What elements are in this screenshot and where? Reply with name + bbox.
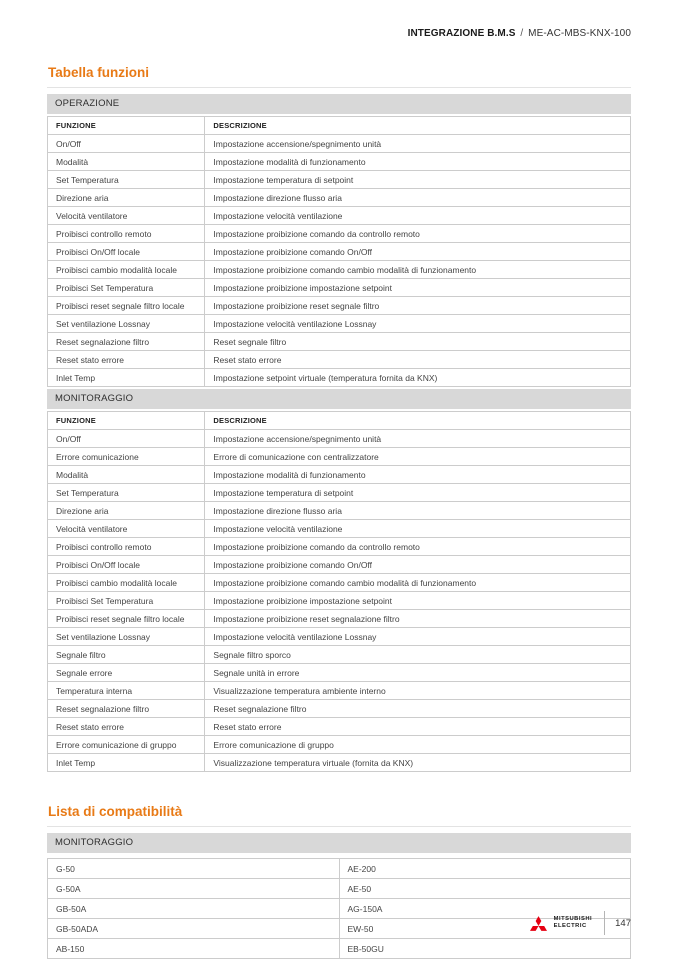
descrizione-cell: Impostazione proibizione reset segnale filtro <box>205 297 631 315</box>
mitsubishi-logo-icon <box>530 916 547 931</box>
descrizione-cell: Impostazione direzione flusso aria <box>205 189 631 207</box>
table-row <box>48 171 631 189</box>
descrizione-cell: Impostazione modalità di funzionamento <box>205 153 631 171</box>
table-row <box>48 939 631 959</box>
table-row <box>48 466 631 484</box>
table-row <box>48 628 631 646</box>
table-row <box>48 700 631 718</box>
descrizione-cell: Visualizzazione temperatura ambiente interno <box>205 682 631 700</box>
funzione-cell: Segnale errore <box>48 664 205 682</box>
descrizione-cell: Impostazione temperatura di setpoint <box>205 171 631 189</box>
functions-title: Tabella funzioni <box>47 65 631 88</box>
brand-wordmark <box>554 916 593 930</box>
descrizione-cell: Visualizzazione temperatura virtuale (fornita da KNX) <box>205 754 631 772</box>
descrizione-cell: Segnale unità in errore <box>205 664 631 682</box>
compatibility-title: Lista di compatibilità <box>47 804 631 827</box>
table-row <box>48 315 631 333</box>
funzione-cell: Direzione aria <box>48 189 205 207</box>
funzione-cell: Proibisci cambio modalità locale <box>48 261 205 279</box>
funzione-cell: Set ventilazione Lossnay <box>48 315 205 333</box>
table-row <box>48 520 631 538</box>
funzione-cell: Velocità ventilatore <box>48 520 205 538</box>
funzione-cell: Proibisci reset segnale filtro locale <box>48 297 205 315</box>
table-row <box>48 225 631 243</box>
table-row <box>48 879 631 899</box>
funzione-cell: Temperatura interna <box>48 682 205 700</box>
descrizione-cell: Impostazione temperatura di setpoint <box>205 484 631 502</box>
footer-divider <box>604 911 605 935</box>
page-header <box>47 28 631 39</box>
operazione-section-bar <box>47 94 631 114</box>
descrizione-cell: Errore di comunicazione con centralizzatore <box>205 448 631 466</box>
descrizione-cell: Impostazione accensione/spegnimento unità <box>205 430 631 448</box>
funzione-cell: Proibisci cambio modalità locale <box>48 574 205 592</box>
table-row <box>48 718 631 736</box>
funzione-cell: Set ventilazione Lossnay <box>48 628 205 646</box>
descrizione-cell: Impostazione velocità ventilazione <box>205 207 631 225</box>
funzione-cell: Reset stato errore <box>48 351 205 369</box>
table-row <box>48 243 631 261</box>
funzione-cell: Modalità <box>48 153 205 171</box>
funzione-cell: Set Temperatura <box>48 171 205 189</box>
table-row <box>48 538 631 556</box>
table-row <box>48 610 631 628</box>
compatibility-section-bar <box>47 833 631 853</box>
compat-right-cell: AG-150A <box>339 899 631 919</box>
table-row <box>48 556 631 574</box>
descrizione-cell: Impostazione setpoint virtuale (temperatura fornita da KNX) <box>205 369 631 387</box>
compatibility-table-body <box>48 859 631 959</box>
table-row <box>48 261 631 279</box>
table-row <box>48 754 631 772</box>
descrizione-cell: Reset stato errore <box>205 351 631 369</box>
operazione-table-header-row <box>48 117 631 135</box>
operazione-table <box>47 116 631 387</box>
descrizione-cell: Impostazione velocità ventilazione Lossnay <box>205 628 631 646</box>
compatibility-section <box>47 804 631 959</box>
funzione-cell: Velocità ventilatore <box>48 207 205 225</box>
table-row <box>48 430 631 448</box>
descrizione-cell: Segnale filtro sporco <box>205 646 631 664</box>
funzione-cell: Segnale filtro <box>48 646 205 664</box>
column-header-descrizione: DESCRIZIONE <box>205 117 631 135</box>
descrizione-cell: Impostazione modalità di funzionamento <box>205 466 631 484</box>
descrizione-cell: Reset segnalazione filtro <box>205 700 631 718</box>
funzione-cell: On/Off <box>48 135 205 153</box>
funzione-cell: Proibisci Set Temperatura <box>48 592 205 610</box>
descrizione-cell: Impostazione proibizione reset segnalazione filtro <box>205 610 631 628</box>
table-row <box>48 859 631 879</box>
table-row <box>48 736 631 754</box>
funzione-cell: Reset segnalazione filtro <box>48 700 205 718</box>
descrizione-cell: Impostazione proibizione impostazione setpoint <box>205 279 631 297</box>
funzione-cell: Proibisci controllo remoto <box>48 538 205 556</box>
compat-left-cell: G-50 <box>48 859 340 879</box>
table-row <box>48 351 631 369</box>
funzione-cell: Modalità <box>48 466 205 484</box>
descrizione-cell: Impostazione proibizione comando cambio modalità di funzionamento <box>205 574 631 592</box>
table-row <box>48 592 631 610</box>
table-row <box>48 153 631 171</box>
compatibility-table <box>47 858 631 959</box>
descrizione-cell: Impostazione velocità ventilazione Lossnay <box>205 315 631 333</box>
funzione-cell: Proibisci reset segnale filtro locale <box>48 610 205 628</box>
descrizione-cell: Reset segnale filtro <box>205 333 631 351</box>
table-row <box>48 448 631 466</box>
column-header-funzione: FUNZIONE <box>48 117 205 135</box>
table-row <box>48 369 631 387</box>
descrizione-cell: Impostazione proibizione comando da controllo remoto <box>205 538 631 556</box>
page-number: 147 <box>615 917 631 929</box>
funzione-cell: Reset stato errore <box>48 718 205 736</box>
operazione-section-label: OPERAZIONE <box>55 98 120 109</box>
monitoraggio-table-header-row <box>48 412 631 430</box>
funzione-cell: Proibisci On/Off locale <box>48 556 205 574</box>
funzione-cell: Proibisci controllo remoto <box>48 225 205 243</box>
funzione-cell: Proibisci Set Temperatura <box>48 279 205 297</box>
compat-left-cell: GB-50ADA <box>48 919 340 939</box>
descrizione-cell: Reset stato errore <box>205 718 631 736</box>
functions-section <box>47 65 631 772</box>
descrizione-cell: Impostazione proibizione comando On/Off <box>205 556 631 574</box>
monitoraggio-section-bar <box>47 389 631 409</box>
compat-left-cell: G-50A <box>48 879 340 899</box>
descrizione-cell: Impostazione accensione/spegnimento unità <box>205 135 631 153</box>
compat-right-cell: AE-200 <box>339 859 631 879</box>
table-row <box>48 297 631 315</box>
descrizione-cell: Impostazione proibizione comando On/Off <box>205 243 631 261</box>
compat-right-cell: EW-50 <box>339 919 631 939</box>
funzione-cell: Errore comunicazione <box>48 448 205 466</box>
brand-line-1: MITSUBISHI <box>553 915 593 922</box>
table-row <box>48 664 631 682</box>
header-doc-code: ME-AC-MBS-KNX-100 <box>528 28 631 39</box>
operazione-table-body <box>48 135 631 387</box>
header-separator: / <box>520 28 524 39</box>
table-row <box>48 484 631 502</box>
brand-line-2: ELECTRIC <box>553 923 587 929</box>
monitoraggio-table <box>47 411 631 772</box>
table-row <box>48 279 631 297</box>
compat-right-cell: EB-50GU <box>339 939 631 959</box>
table-row <box>48 207 631 225</box>
descrizione-cell: Impostazione direzione flusso aria <box>205 502 631 520</box>
funzione-cell: Inlet Temp <box>48 754 205 772</box>
compatibility-section-label: MONITORAGGIO <box>55 837 134 848</box>
column-header-descrizione: DESCRIZIONE <box>205 412 631 430</box>
funzione-cell: On/Off <box>48 430 205 448</box>
table-row <box>48 682 631 700</box>
column-header-funzione: FUNZIONE <box>48 412 205 430</box>
page-footer <box>530 911 631 935</box>
funzione-cell: Errore comunicazione di gruppo <box>48 736 205 754</box>
funzione-cell: Inlet Temp <box>48 369 205 387</box>
funzione-cell: Set Temperatura <box>48 484 205 502</box>
descrizione-cell: Impostazione proibizione comando cambio modalità di funzionamento <box>205 261 631 279</box>
funzione-cell: Direzione aria <box>48 502 205 520</box>
table-row <box>48 189 631 207</box>
monitoraggio-section-label: MONITORAGGIO <box>55 393 134 404</box>
monitoraggio-table-body <box>48 430 631 772</box>
table-row <box>48 646 631 664</box>
table-row <box>48 135 631 153</box>
descrizione-cell: Impostazione velocità ventilazione <box>205 520 631 538</box>
descrizione-cell: Impostazione proibizione impostazione setpoint <box>205 592 631 610</box>
descrizione-cell: Errore comunicazione di gruppo <box>205 736 631 754</box>
descrizione-cell: Impostazione proibizione comando da controllo remoto <box>205 225 631 243</box>
compat-right-cell: AE-50 <box>339 879 631 899</box>
funzione-cell: Reset segnalazione filtro <box>48 333 205 351</box>
compat-left-cell: AB-150 <box>48 939 340 959</box>
table-row <box>48 333 631 351</box>
header-section-label: INTEGRAZIONE B.M.S <box>407 28 516 39</box>
compat-left-cell: GB-50A <box>48 899 340 919</box>
table-row <box>48 502 631 520</box>
table-row <box>48 574 631 592</box>
funzione-cell: Proibisci On/Off locale <box>48 243 205 261</box>
